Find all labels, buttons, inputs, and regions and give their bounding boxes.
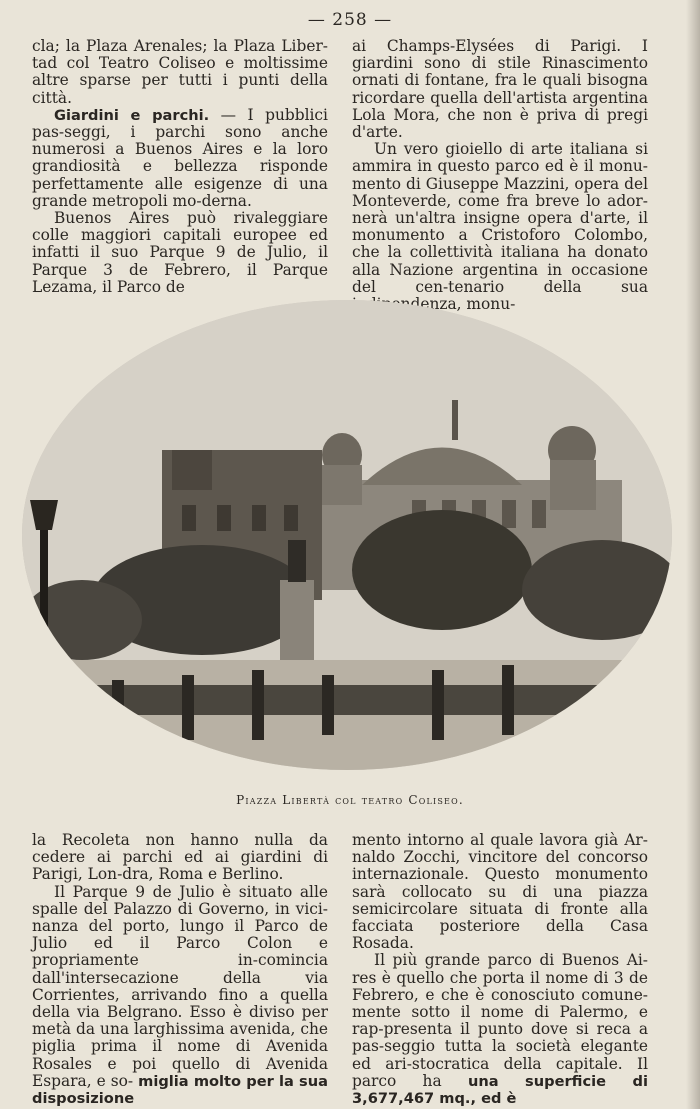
- paragraph: cla; la Plaza Arenales; la Plaza Liber-tad col Teatro Coliseo e moltissime altre sparse per tutti i punti della città.: [32, 37, 328, 107]
- paragraph-with-bold-tail: [32, 884, 328, 1108]
- bold-text: miglia molto per la sua disposizione: [32, 1072, 328, 1108]
- paragraph: ai Champs-Elysées di Parigi. I giardini sono di stile Rinascimento ornati di fontane, fra le quali bisogna ricordare quella dell'artista argentina Lola Mora, che non è priva di pregi d'arte.: [352, 37, 648, 142]
- section-heading: Giardini e parchi.: [54, 106, 210, 124]
- paragraph: mento intorno al quale lavora già Ar-naldo Zocchi, vincitore del concorso internazionale. Questo monumento sarà collocato su di una piazza semicircolare situata di fronte alla facciata posteriore della Casa Rosada.: [352, 831, 648, 953]
- paragraph-text: Il Parque 9 de Julio è situato alle spalle del Palazzo di Governo, in vici-nanza del porto, lungo il Parco de Julio ed il Parco Colon e propriamente in-comincia dall'intersecazione della via Corrientes, arrivando fino a quella della via Belgrano. Esso è diviso per metà da una larghissima avenida, che piglia prima il nome di Avenida Rosales e poi quello di Avenida Espara, e so-: [32, 882, 328, 1090]
- paragraph-with-bold-tail: [352, 952, 648, 1107]
- paragraph: Buenos Aires può rivaleggiare colle maggiori capitali europee ed infatti il suo Parque 9 de Julio, il Parque 3 de Febrero, il Parque Lezama, il Parco de: [32, 209, 328, 296]
- column-bottom-left: [32, 832, 328, 1107]
- photo-caption: Piazza Libertà col teatro Coliseo.: [236, 793, 464, 807]
- photo-piazza-liberta: [22, 300, 672, 770]
- paragraph: Un vero gioiello di arte italiana si ammira in questo parco ed è il monu-mento di Giuseppe Mazzini, opera del Monteverde, come fra breve lo ador-nerà un'altra insigne opera d'arte, il monumento a Cristoforo Colombo, che la collettività italiana ha donato alla Nazione argentina in occasione del cen-tenario della sua: [352, 140, 648, 296]
- bold-text: una superficie di 3,677,467 mq., ed è: [352, 1072, 648, 1108]
- paragraph-text: — I pubblici pas-seggi, i parchi sono anche numerosi a Buenos Aires e la loro grandiosità e bellezza risponde perfettamente alle esigenze di una grande metropoli mo-derna.: [32, 105, 328, 210]
- photo-illustration: [22, 300, 672, 770]
- column-top-left: [32, 38, 328, 296]
- paragraph-with-heading: [32, 107, 328, 210]
- column-bottom-right: [352, 832, 648, 1107]
- paragraph: la Recoleta non hanno nulla da cedere ai parchi ed ai giardini di Parigi, Lon-dra, Roma e Berlino.: [32, 831, 328, 884]
- paragraph-text: Il più grande parco di Buenos Ai-res è quello che porta il nome di 3 de Febrero, e che è conosciuto comune-mente sotto il nome di Palermo, e rap-presenta il punto dove si reca a pas-seggio tutta la società elegante ed ari-stocratica della capitale. Il parco ha: [352, 951, 648, 1090]
- page-edge-shadow: [686, 0, 700, 1109]
- page-number: — 258 —: [307, 10, 393, 30]
- column-top-right: [352, 38, 648, 313]
